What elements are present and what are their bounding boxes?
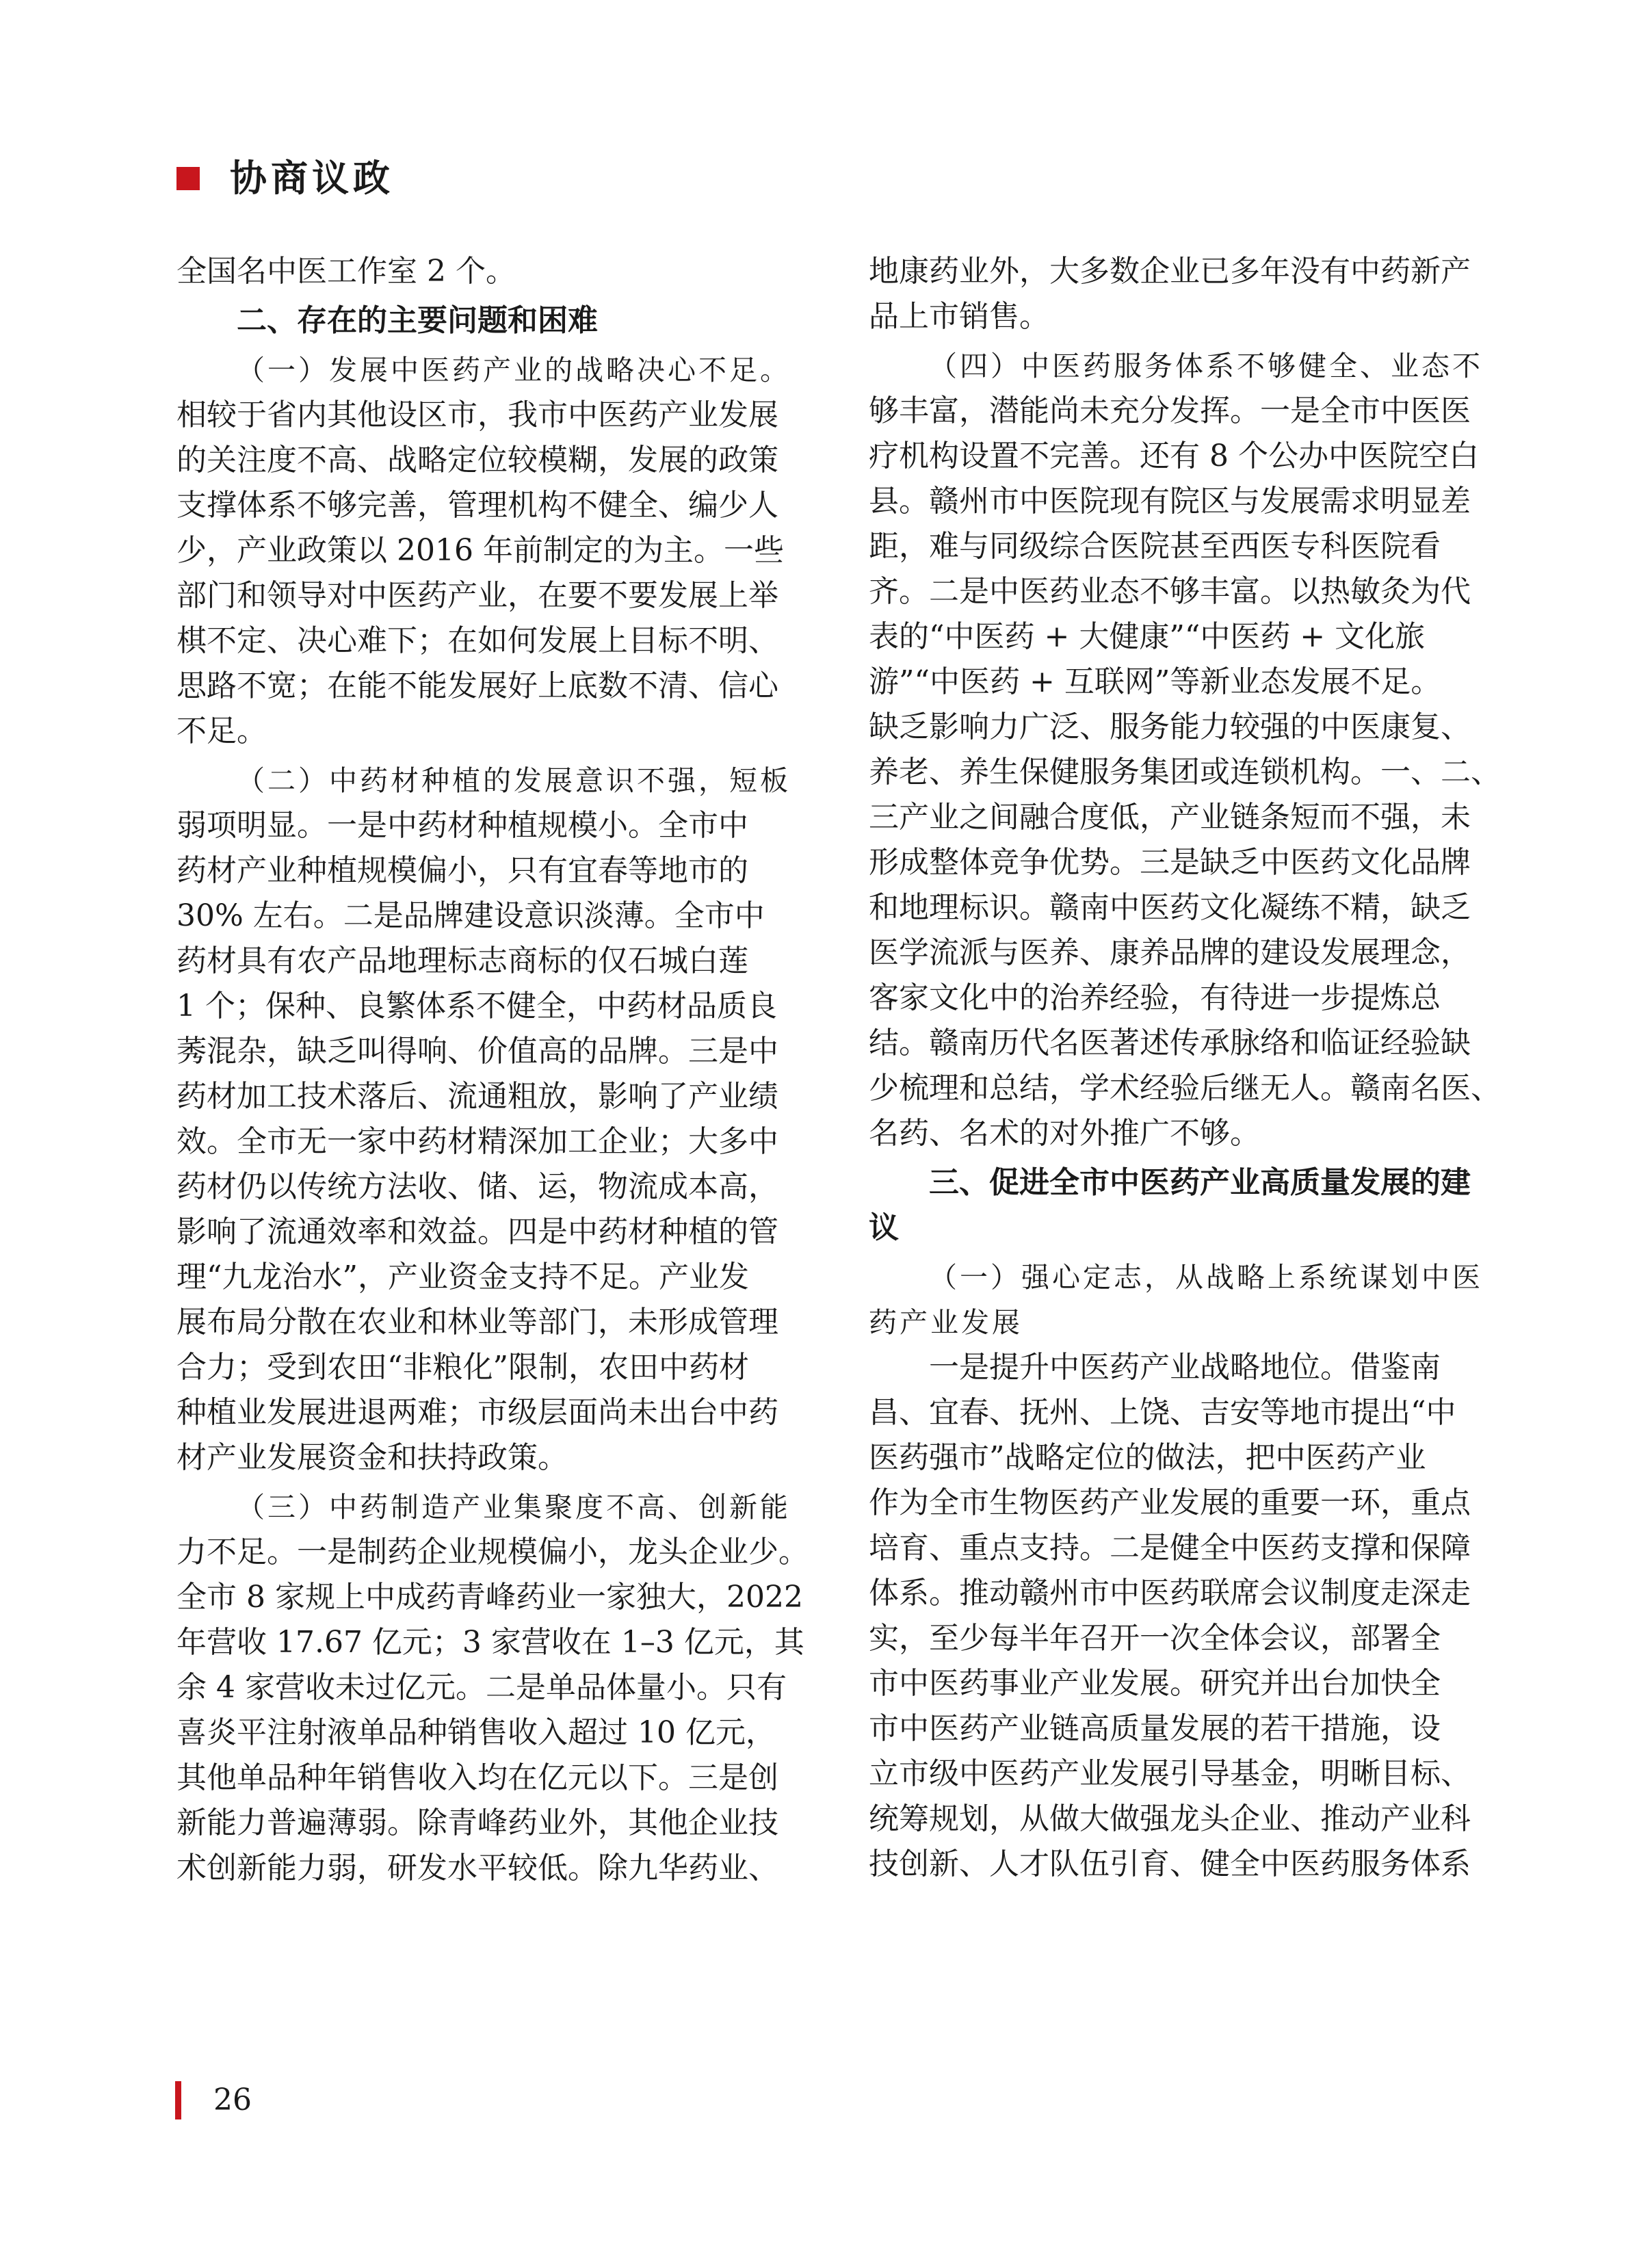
body-text-line: 喜炎平注射液单品种销售收入超过 10 亿元， (176, 1715, 776, 1750)
body-text-line: 其他单品种年销售收入均在亿元以下。三是创 (176, 1760, 778, 1795)
body-text-line: 全国名中医工作室 2 个。 (176, 254, 516, 289)
body-text-line: 药材具有农产品地理标志商标的仅石城白莲 (176, 943, 748, 978)
body-text-line: 客家文化中的治养经验，有待进一步提炼总 (869, 980, 1441, 1015)
body-text-line: 够丰富，潜能尚未充分发挥。一是全市中医医 (869, 393, 1471, 428)
body-text-line: 术创新能力弱，研发水平较低。除九华药业、 (176, 1851, 778, 1886)
body-text-line: 影响了流通效率和效益。四是中药材种植的管 (176, 1214, 778, 1249)
body-text-line: 市中医药产业链高质量发展的若干措施，设 (869, 1711, 1441, 1746)
body-text-line: 齐。二是中医药业态不够丰富。以热敏灸为代 (869, 574, 1471, 609)
body-text-line: 支撑体系不够完善，管理机构不健全、编少人 (176, 488, 778, 523)
body-text-line: 地康药业外，大多数企业已多年没有中药新产 (869, 254, 1471, 289)
body-text-line: 30% 左右。二是品牌建设意识淡薄。全市中 (176, 898, 765, 933)
body-text-line: 培育、重点支持。二是健全中医药支撑和保障 (869, 1530, 1471, 1565)
subsection-heading: 药产业发展 (869, 1306, 1023, 1339)
body-text-line: 全市 8 家规上中成药青峰药业一家独大，2022 (176, 1580, 803, 1615)
body-text-line: 品上市销售。 (869, 299, 1049, 334)
section-title: 协商议政 (230, 156, 394, 200)
subsection-heading: （二）中药材种植的发展意识不强，短板 (237, 764, 791, 797)
body-text-line: 县。赣州市中医院现有院区与发展需求明显差 (869, 484, 1471, 519)
body-text-line: 莠混杂，缺乏叫得响、价值高的品牌。三是中 (176, 1034, 778, 1069)
body-text-line: 材产业发展资金和扶持政策。 (176, 1440, 568, 1475)
body-text-line: 和地理标识。赣南中医药文化凝练不精，缺乏 (869, 890, 1471, 925)
body-text-line: 技创新、人才队伍引育、健全中医药服务体系 (869, 1847, 1471, 1881)
body-text-line: 棋不定、决心难下；在如何发展上目标不明、 (176, 623, 778, 658)
body-text-line: 一是提升中医药产业战略地位。借鉴南 (929, 1350, 1441, 1385)
body-text-line: 缺乏影响力广泛、服务能力较强的中医康复、 (869, 709, 1471, 744)
subsection-heading: （三）中药制造产业集聚度不高、创新能 (237, 1491, 791, 1524)
body-text-line: 立市级中医药产业发展引导基金，明晰目标、 (869, 1756, 1471, 1791)
body-text-line: 力不足。一是制药企业规模偏小，龙头企业少。 (176, 1535, 809, 1569)
page-number-bar (175, 2081, 181, 2119)
body-text-line: 形成整体竞争优势。三是缺乏中医药文化品牌 (869, 845, 1471, 880)
body-text-line: 医药强市”战略定位的做法，把中医药产业 (869, 1440, 1426, 1475)
body-text-line: 医学流派与医养、康养品牌的建设发展理念， (869, 935, 1471, 970)
subsection-heading: （一）强心定志，从战略上系统谋划中医 (929, 1261, 1483, 1294)
body-text-line: 表的“中医药 + 大健康”“中医药 + 文化旅 (869, 619, 1426, 654)
body-text-line: 养老、养生保健服务集团或连锁机构。一、二、 (869, 755, 1501, 790)
body-text-line: 不足。 (176, 714, 267, 748)
section-heading: 三、促进全市中医药产业高质量发展的建 (929, 1165, 1471, 1200)
section-heading: 二、存在的主要问题和困难 (237, 303, 598, 338)
body-text-line: 疗机构设置不完善。还有 8 个公办中医院空白 (869, 439, 1479, 473)
body-text-line: 的关注度不高、战略定位较模糊，发展的政策 (176, 443, 778, 478)
body-text-line: 余 4 家营收未过亿元。二是单品体量小。只有 (176, 1670, 787, 1705)
subsection-heading: （四）中医药服务体系不够健全、业态不 (929, 350, 1483, 382)
page-number: 26 (213, 2083, 252, 2117)
subsection-heading: （一）发展中医药产业的战略决心不足。 (237, 354, 791, 387)
body-text-line: 距，难与同级综合医院甚至西医专科医院看 (869, 529, 1441, 564)
body-text-line: 统筹规划，从做大做强龙头企业、推动产业科 (869, 1801, 1471, 1836)
body-text-line: 名药、名术的对外推广不够。 (869, 1116, 1260, 1151)
body-text-line: 实，至少每半年召开一次全体会议，部署全 (869, 1621, 1441, 1656)
body-text-line: 1 个；保种、良繁体系不健全，中药材品质良 (176, 989, 777, 1023)
body-text-line: 药材产业种植规模偏小，只有宜春等地市的 (176, 853, 748, 888)
body-text-line: 部门和领导对中医药产业，在要不要发展上举 (176, 578, 778, 613)
body-text-line: 种植业发展进退两难；市级层面尚未出台中药 (176, 1395, 778, 1430)
body-text-line: 新能力普遍薄弱。除青峰药业外，其他企业技 (176, 1805, 778, 1840)
body-text-line: 游”“中医药 + 互联网”等新业态发展不足。 (869, 664, 1441, 699)
left-column (176, 249, 809, 1891)
body-text-line: 药材仍以传统方法收、储、运，物流成本高， (176, 1169, 778, 1204)
body-text-line: 理“九龙治水”，产业资金支持不足。产业发 (176, 1260, 749, 1294)
body-text-line: 展布局分散在农业和林业等部门，未形成管理 (176, 1305, 778, 1340)
section-marker (176, 167, 200, 190)
body-text-line: 少，产业政策以 2016 年前制定的为主。一些 (176, 533, 784, 568)
body-text-line: 昌、宜春、抚州、上饶、吉安等地市提出“中 (869, 1395, 1456, 1430)
section-heading: 议 (869, 1210, 899, 1245)
right-column (869, 249, 1501, 1887)
body-text-line: 市中医药事业产业发展。研究并出台加快全 (869, 1666, 1441, 1701)
body-text-line: 药材加工技术落后、流通粗放，影响了产业绩 (176, 1079, 778, 1114)
body-text-line: 效。全市无一家中药材精深加工企业；大多中 (176, 1124, 778, 1159)
body-text-line: 弱项明显。一是中药材种植规模小。全市中 (176, 808, 748, 843)
body-text-line: 作为全市生物医药产业发展的重要一环，重点 (869, 1485, 1471, 1520)
body-text-line: 合力；受到农田“非粮化”限制，农田中药材 (176, 1350, 749, 1385)
body-text-line: 思路不宽；在能不能发展好上底数不清、信心 (176, 668, 778, 703)
body-text-line: 三产业之间融合度低，产业链条短而不强，未 (869, 800, 1471, 835)
body-text-line: 少梳理和总结，学术经验后继无人。赣南名医、 (869, 1071, 1501, 1106)
body-text-line: 相较于省内其他设区市，我市中医药产业发展 (176, 397, 778, 432)
body-text-line: 年营收 17.67 亿元；3 家营收在 1–3 亿元，其 (176, 1625, 804, 1660)
body-text-line: 结。赣南历代名医著述传承脉络和临证经验缺 (869, 1026, 1471, 1060)
body-text-line: 体系。推动赣州市中医药联席会议制度走深走 (869, 1576, 1471, 1610)
